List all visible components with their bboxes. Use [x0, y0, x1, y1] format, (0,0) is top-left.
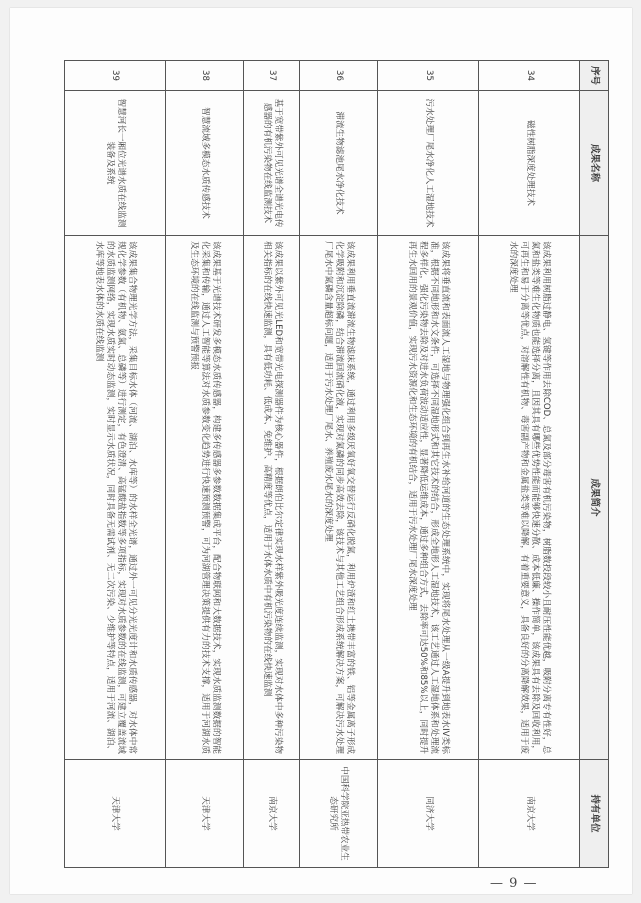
header-name: 成果名称 — [580, 91, 609, 236]
achievement-description: 该成果利用垂直流滞流生物滤床系统，通过利用多级厌氧好氧交替运行反硝化脱氮，利用炉渣和红土携带丰富的铁、铝等金属离子形成化学吸附和沉淀除磷，结合滞流回流硝化液，实现对氮磷的同步高效去除，该技术与其他工艺组合形成系统解决方案，可解决污水处理厂尾水中氮磷含量超标问题，适用于污水处理厂尾水、养殖废水尾水的深度处理 — [299, 236, 377, 760]
achievement-description: 该成果利用树脂过静电、氢键等作用去除COD、总氮及部分毒害有机污染物，树脂数投段较小且耐压性能优越，吸附分离专有性好，总氮和盐类等难生化物质也能选择分离，且因其具有哪些优势性能而能够快速分散、成本低廉、操作简单，该成果具有去除及回收利用，可再生和易于分离等优点，对溶解性有机物、毒害副产物和金属盐类等难以降解，有着重要意义，具备良好的分离降解效果，适用于废水的深度处理 — [479, 236, 580, 760]
table-header-row — [580, 61, 609, 868]
row-number: 37 — [244, 61, 300, 91]
table-row — [244, 61, 300, 868]
row-number: 34 — [479, 61, 580, 91]
row-number: 36 — [299, 61, 377, 91]
holder-organization: 天津大学 — [165, 760, 243, 868]
achievement-description: 该成果将垂直流和表面流人工湿地与物理强化组合到再生水补给河道的生态处理系统中，实现将尾水处理从一级A提升到地表水IV类标准，根据不同地形和水文条件，可选择不同湿地形式和其它技术的结合，形成全地形人工湿地技术，该工艺通过人工湿地体系和处理流程多样化，强化污染物去除及对进水负荷波动适应性，显著降低运维成本，通过多种组合方式，去除率可达50%和85%以上，同时提升再生水回用的景观价值，实现污水资源化和生态环境的有机结合，适用于污水处理厂尾水深度处理 — [378, 236, 479, 760]
table-row — [165, 61, 243, 868]
holder-organization: 中国科学院亚热带农业生态研究所 — [299, 760, 377, 868]
achievement-name: 智慧流域多模态水质传感技术 — [165, 91, 243, 236]
header-desc: 成果简介 — [580, 236, 609, 760]
achievement-name: 基于宽带紫外可见光谱全谱光电传感器的有机污染物在线监测技术 — [244, 91, 300, 236]
table-row — [479, 61, 580, 868]
achievements-table — [64, 60, 609, 868]
row-number: 38 — [165, 61, 243, 91]
achievement-description: 该成果集合物理光学方法，采集目标水体（河流、湖泊、水库等）的水样全光谱，通过外一可见分光光度计和水质传感器，对水体中常规化学参数（有机物、氨氮、总磷等）进行测定，有色澄清、高锰酸盐指数等多项指标，实现对水质参数的在线监测，可建立覆盖流域的水质监测网络，实现水质实时动态监测，实时显示水质状况，同时具备无需试剂、无二次污染、少维护等特点，适用于河流、湖泊、水库等地表水体的水质在线监测 — [65, 236, 166, 760]
holder-organization: 天津大学 — [65, 760, 166, 868]
row-number: 35 — [378, 61, 479, 91]
achievement-name: 智慧河长一厢位光谱水质在线监测装备及系统 — [65, 91, 166, 236]
table-row — [299, 61, 377, 868]
header-org: 持有单位 — [580, 760, 609, 868]
achievement-description: 该成果基于光谱技术研发多模态水质传感器，构建多传感器多参数数据集成平台，配合物联网和大数据技术，实现水质监测数据的智能化采集和传输，通过人工智能等算法对水质参数变化趋势进行快速预测预警，可为河湖管理决策提供有力的技术支撑，适用于河湖水质及生态环境的在线监测与预警预报 — [165, 236, 243, 760]
page-number: — 9 — — [490, 876, 538, 891]
row-number: 39 — [65, 61, 166, 91]
achievement-name: 污水处理厂尾水净化人工湿地技术 — [378, 91, 479, 236]
header-num: 序号 — [580, 61, 609, 91]
document-page — [10, 8, 632, 894]
holder-organization: 南京大学 — [244, 760, 300, 868]
holder-organization: 同济大学 — [378, 760, 479, 868]
table-row — [65, 61, 166, 868]
table-row — [378, 61, 479, 868]
achievement-description: 该成果以紫外可见光LED和宽带光电探测器件为核心器件，根据朗伯比尔定律实现水样紫外吸光度连续监测，实现对水体中多种污染物相关指标的在线快速监测，具有低功耗、低成本、免维护、高精度等优点，适用于水体水质中有机污染物的在线快速监测 — [244, 236, 300, 760]
holder-organization: 南京大学 — [479, 760, 580, 868]
rotated-table-container — [64, 60, 609, 867]
achievement-name: 滞流生物滤池尾水净化技术 — [299, 91, 377, 236]
achievement-name: 磁性树脂深度处理技术 — [479, 91, 580, 236]
